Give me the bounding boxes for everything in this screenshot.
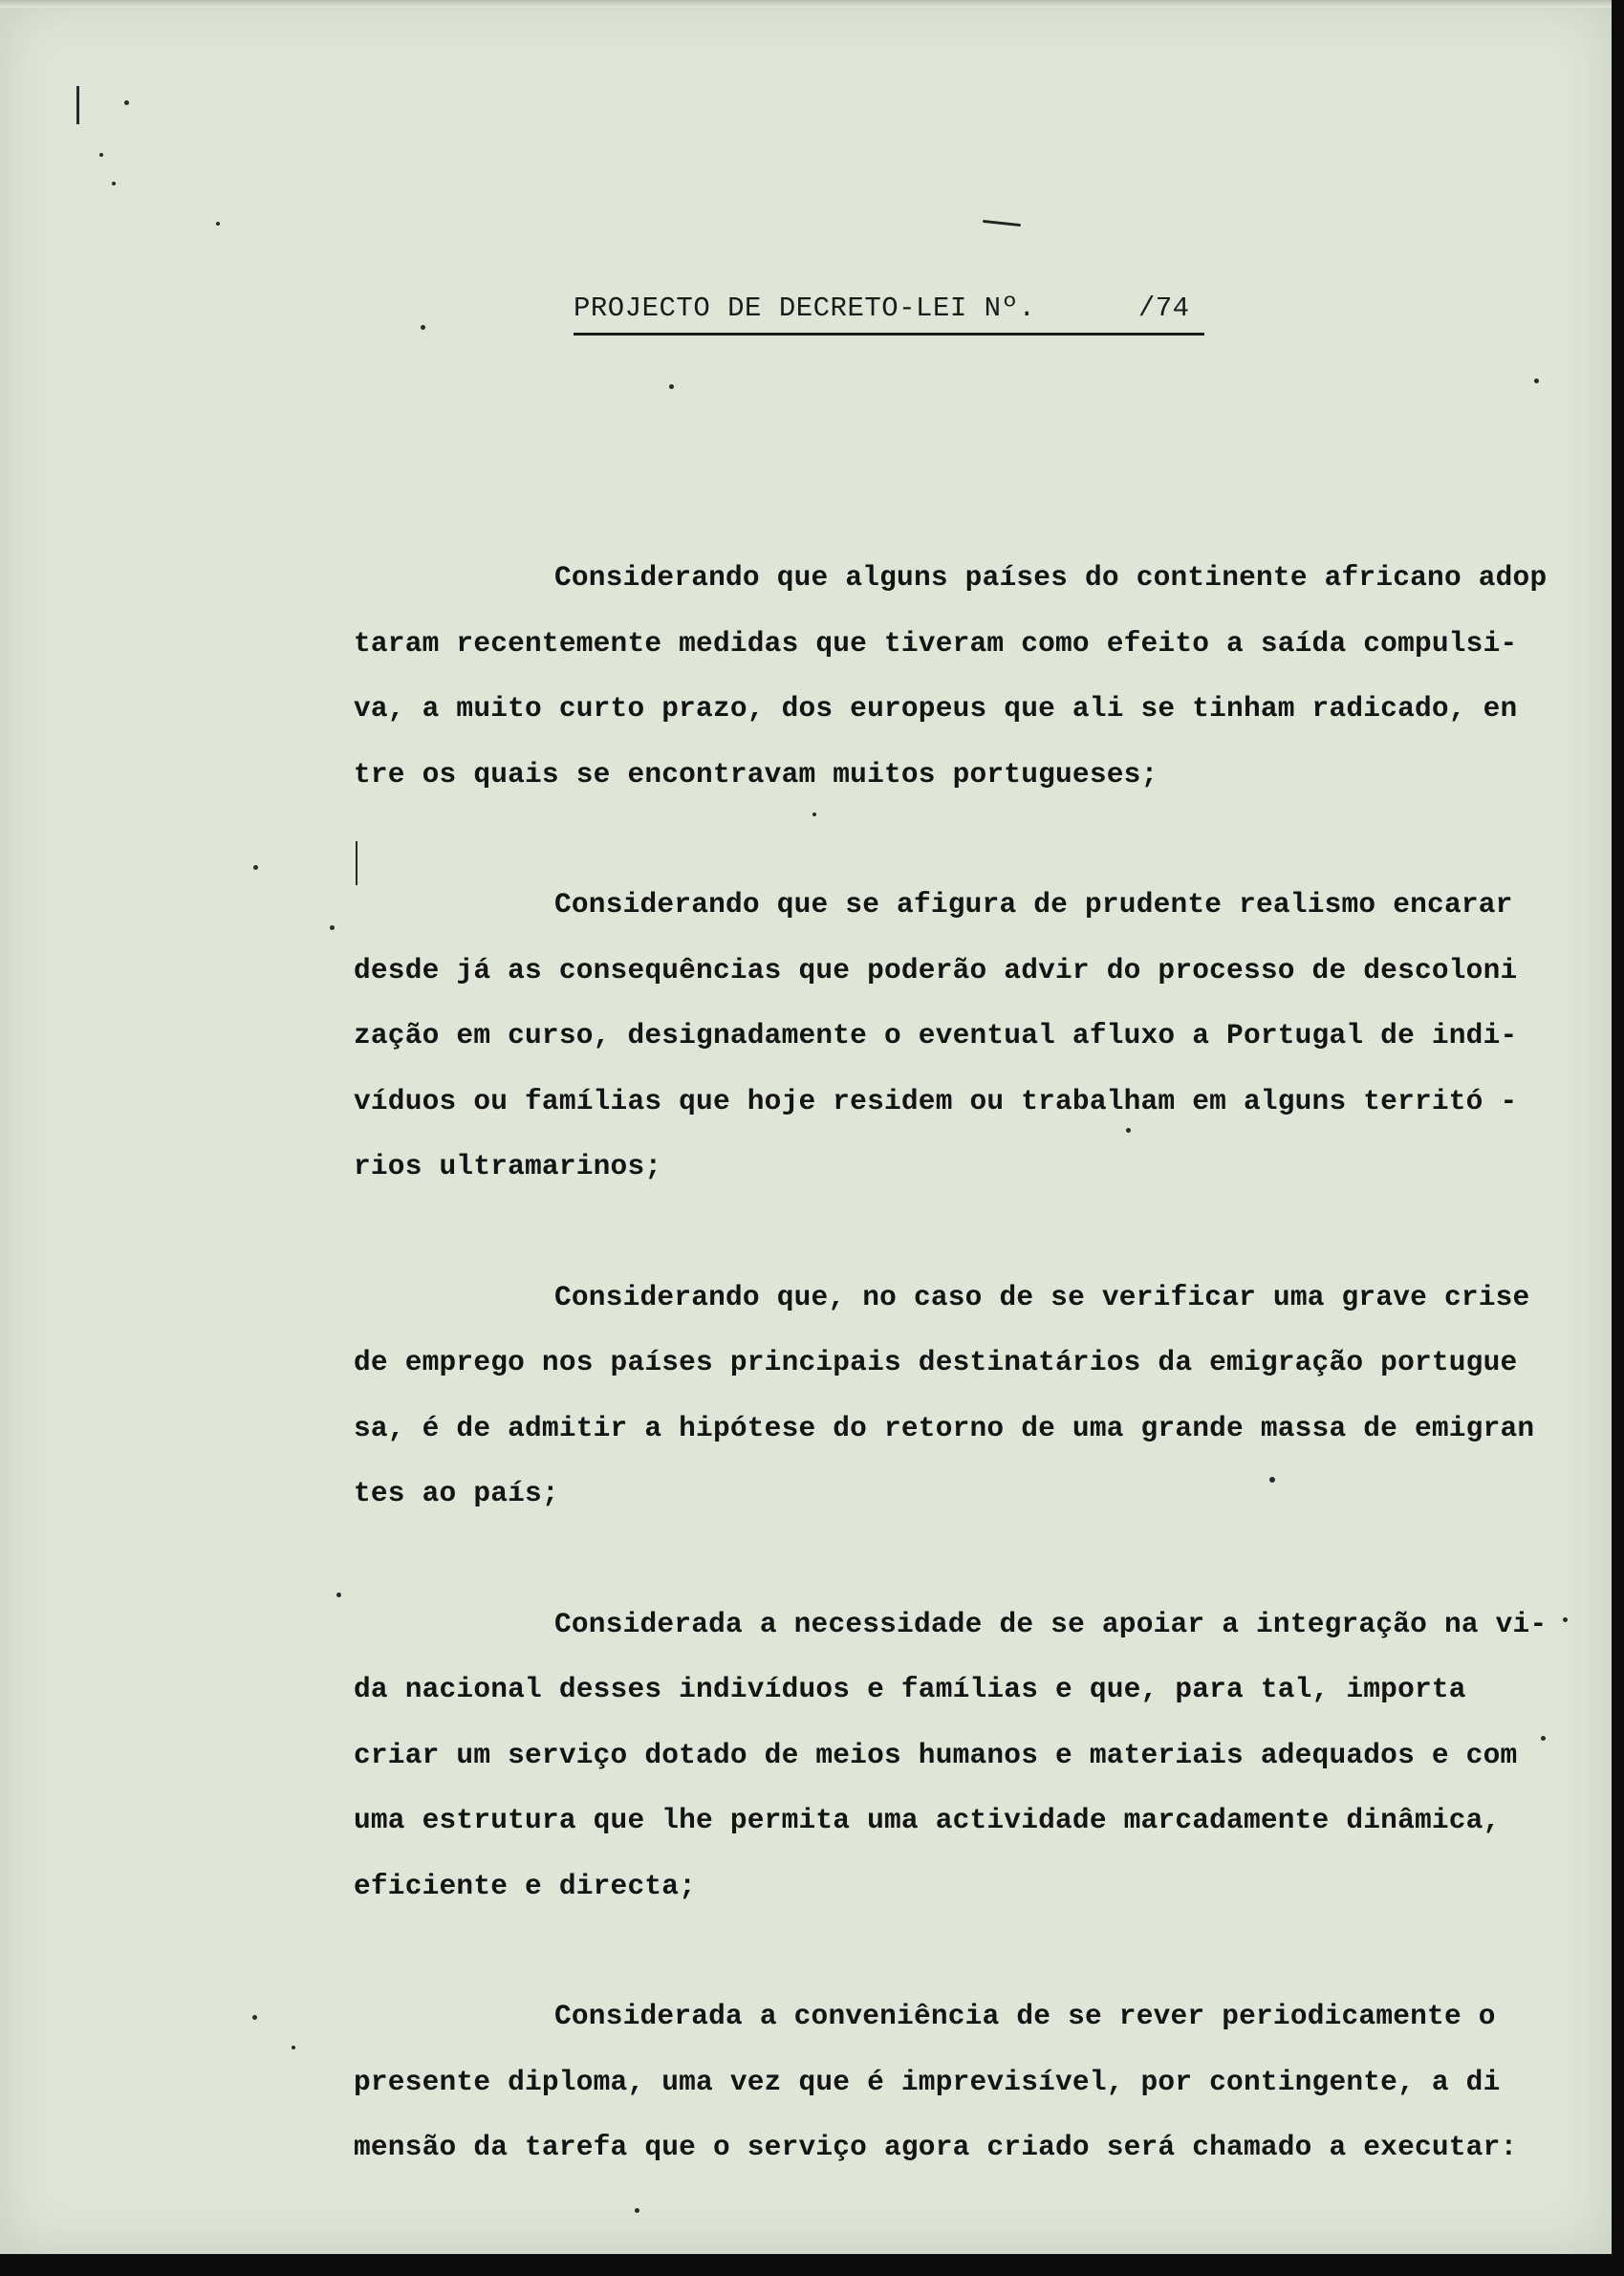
scan-speck xyxy=(1534,379,1539,383)
scan-speck xyxy=(1563,1617,1568,1622)
text-line: Considerada a conveniência de se rever periodicamente o xyxy=(554,2000,1496,2032)
scan-speck xyxy=(669,384,674,389)
text-line: mensão da tarefa que o serviço agora criado será chamado a executar: xyxy=(354,2131,1518,2163)
scan-speck xyxy=(252,2015,257,2020)
paragraph xyxy=(354,1592,1568,1919)
text-line: sa, é de admitir a hipótese do retorno de uma grande massa de emigran xyxy=(354,1411,1535,1444)
decree-number: /74 xyxy=(1137,293,1190,324)
scan-speck xyxy=(330,925,335,930)
text-line: Considerando que, no caso de se verificar uma grave crise xyxy=(554,1280,1530,1313)
text-line: va, a muito curto prazo, dos europeus que ali se tinham radicado, en xyxy=(354,692,1518,725)
text-line: tes ao país; xyxy=(354,1477,559,1509)
text-line: da nacional desses indivíduos e famílias e que, para tal, importa xyxy=(354,1673,1466,1705)
scan-speck xyxy=(216,222,220,226)
scan-speck xyxy=(99,153,103,157)
text-line: Considerando que se afigura de prudente realismo encarar xyxy=(554,888,1513,921)
scan-speck xyxy=(112,182,116,185)
scan-speck xyxy=(421,325,425,330)
text-line: presente diploma, uma vez que é imprevisível, por contingente, a di xyxy=(354,2065,1501,2098)
scan-speck xyxy=(812,813,816,816)
document-title xyxy=(574,293,1190,324)
scan-speck xyxy=(1541,1736,1546,1741)
text-line: criar um serviço dotado de meios humanos e materiais adequados e com xyxy=(354,1738,1518,1771)
scan-speck xyxy=(336,1593,341,1597)
text-line: zação em curso, designadamente o eventual afluxo a Portugal de indi- xyxy=(354,1019,1518,1051)
text-line: tre os quais se encontravam muitos portugueses; xyxy=(354,757,1158,791)
paragraph xyxy=(354,872,1568,1200)
text-line: desde já as consequências que poderão advir do processo de descoloni xyxy=(354,953,1518,986)
scan-speck xyxy=(292,2046,295,2049)
paragraph xyxy=(354,1983,1568,2180)
scan-speck xyxy=(635,2208,639,2213)
stray-pen-mark xyxy=(983,220,1021,227)
text-line: rios ultramarinos; xyxy=(354,1150,662,1182)
page-top-edge xyxy=(0,0,1612,8)
scan-speck xyxy=(124,100,129,105)
text-line: Considerada a necessidade de se apoiar a integração na vi- xyxy=(554,1607,1548,1640)
text-line: taram recentemente medidas que tiveram como efeito a saída compulsi- xyxy=(354,626,1518,660)
scan-mark xyxy=(356,841,357,885)
text-line: víduos ou famílias que hoje residem ou trabalham em alguns territó - xyxy=(354,1084,1518,1117)
scan-speck xyxy=(1269,1477,1275,1483)
scan-speck xyxy=(253,865,258,870)
paragraph xyxy=(354,1265,1568,1527)
text-line: eficiente e directa; xyxy=(354,1869,697,1902)
title-text: PROJECTO DE DECRETO-LEI Nº. xyxy=(574,293,1036,324)
text-line: uma estrutura que lhe permita uma actividade marcadamente dinâmica, xyxy=(354,1804,1501,1836)
scan-mark xyxy=(76,86,79,124)
text-line: de emprego nos países principais destinatários da emigração portugue xyxy=(354,1346,1518,1378)
title-underline xyxy=(574,333,1204,336)
scan-speck xyxy=(1126,1128,1131,1133)
document-body xyxy=(354,545,1568,2245)
paragraph xyxy=(354,545,1568,807)
text-line: Considerando que alguns países do continente africano adop xyxy=(554,561,1548,594)
